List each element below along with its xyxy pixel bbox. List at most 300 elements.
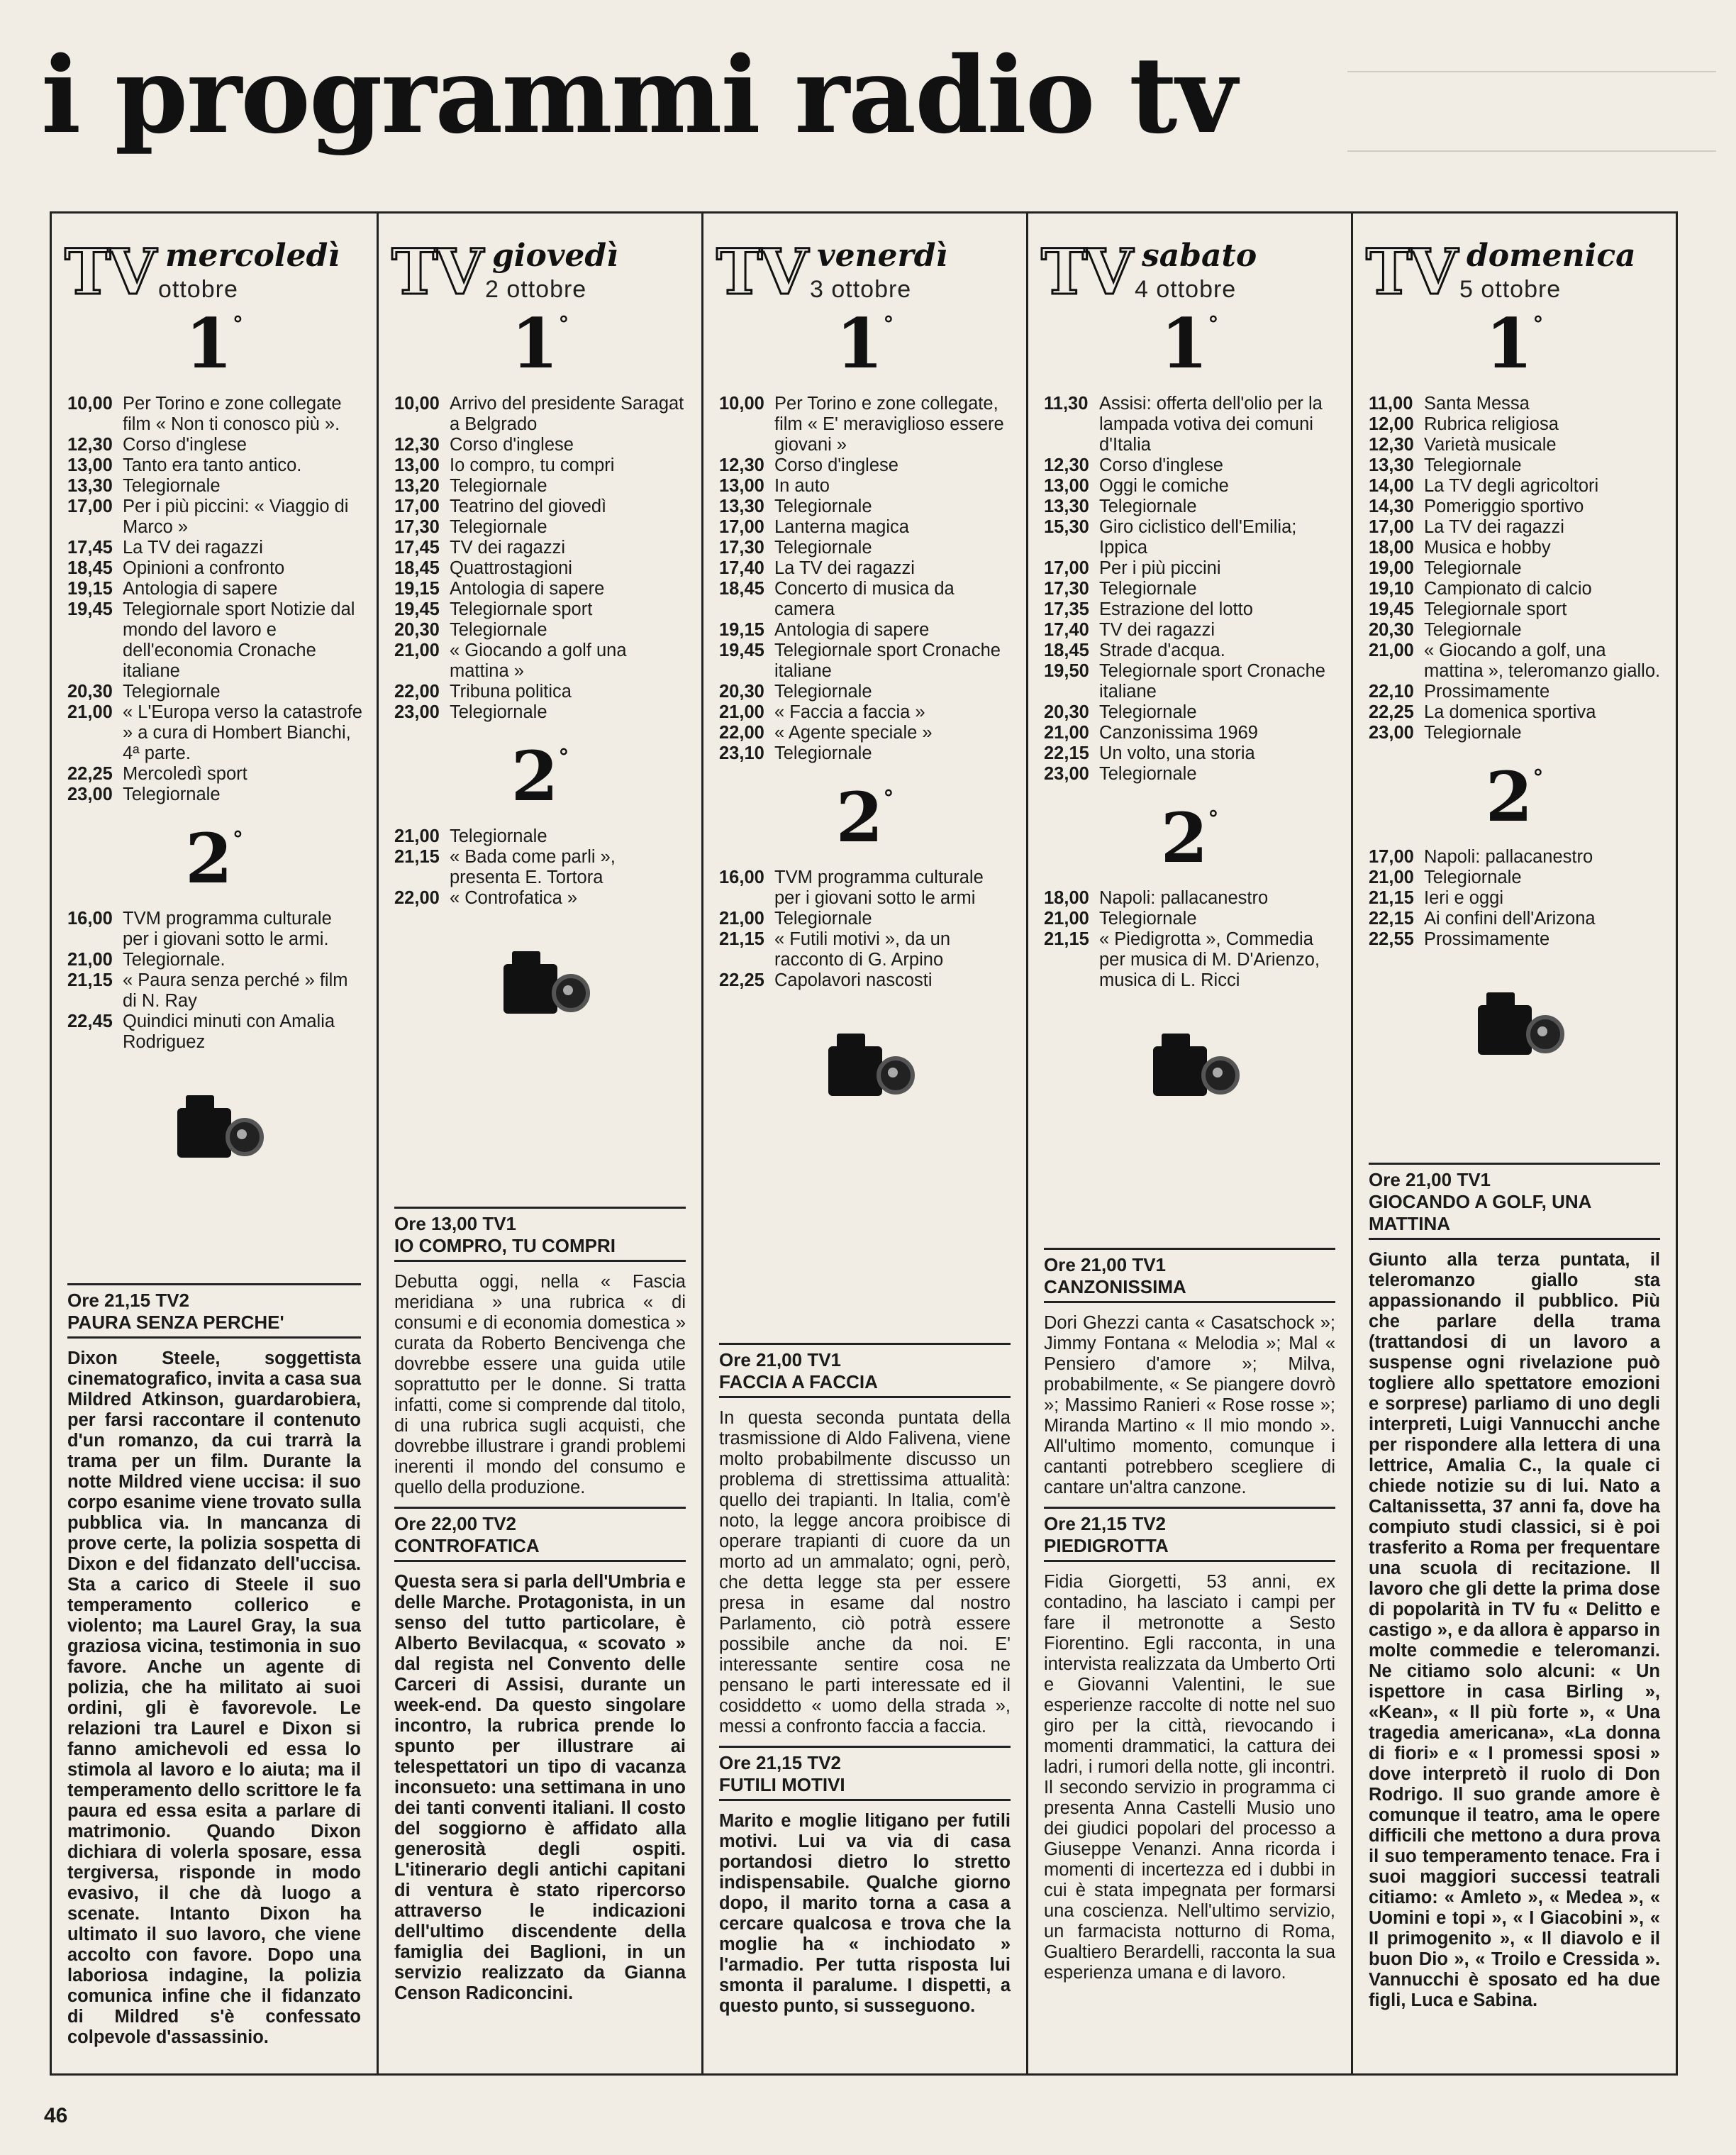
program-title: « L'Europa verso la catastrofe » a cura di Hombert Bianchi, 4ª parte. <box>123 702 362 763</box>
program-row <box>719 476 1012 497</box>
program-title: Napoli: pallacanestro <box>1099 888 1269 908</box>
program-time: 23,00 <box>1044 764 1089 784</box>
program-row <box>1369 847 1662 868</box>
article-time: Ore 21,00 TV1 <box>1044 1254 1166 1275</box>
program-title: Telegiornale sport <box>1424 599 1567 619</box>
program-title: Per i più piccini: « Viaggio di Marco » <box>123 497 349 537</box>
program-row <box>394 558 687 579</box>
program-time: 22,00 <box>719 723 764 743</box>
program-time: 21,00 <box>719 909 764 929</box>
program-title: Telegiornale <box>450 476 547 496</box>
program-title: Rubrica religiosa <box>1424 414 1559 434</box>
program-row <box>394 682 687 702</box>
program-time: 21,00 <box>67 702 113 722</box>
program-time: 19,45 <box>1369 599 1414 619</box>
program-row <box>67 394 362 435</box>
program-row <box>67 970 362 1012</box>
program-title: Ai confini dell'Arizona <box>1424 909 1596 929</box>
program-time: 19,45 <box>719 641 764 660</box>
program-title: Assisi: offerta dell'olio per la lampada votiva dei comuni d'Italia <box>1099 394 1323 455</box>
program-time: 22,25 <box>1369 702 1414 722</box>
program-row <box>394 538 687 558</box>
program-title: Telegiornale <box>1099 702 1197 722</box>
program-time: 13,30 <box>1044 497 1089 516</box>
program-time: 12,30 <box>394 435 440 455</box>
program-row <box>1369 702 1662 723</box>
program-title: Oggi le comiche <box>1099 476 1229 496</box>
program-row <box>1044 723 1337 743</box>
program-row <box>719 538 1012 558</box>
day-date: 3 ottobre <box>810 276 912 303</box>
article-body: Marito e moglie litigano per futili motivi. Lui va via di casa portandosi dietro lo stretto indispensabile. Qualche giorno dopo, il marito torna a casa a cercare qualcosa e trova che la moglie ha « inchiodato » l'armadio. Per tutta risposta lui smonta il paralume. I dispetti, a questo punto, si susseguono. <box>719 1811 1011 2016</box>
program-row <box>67 682 362 702</box>
channel-1-programs <box>52 394 377 805</box>
program-title: Arrivo del presidente Saragat a Belgrado <box>450 394 684 434</box>
program-time: 14,00 <box>1369 476 1414 496</box>
program-time: 11,30 <box>1044 394 1089 414</box>
program-title: « Faccia a faccia » <box>774 702 925 722</box>
program-time: 18,45 <box>1044 641 1089 660</box>
program-title: Telegiornale <box>123 682 221 702</box>
program-title: Telegiornale sport Cronache italiane <box>1099 661 1325 702</box>
program-title: « Controfatica » <box>450 888 578 908</box>
program-row <box>394 394 687 435</box>
program-row <box>1369 476 1662 497</box>
program-title: « Bada come parli », presenta E. Tortora <box>450 847 616 887</box>
bleed-through-shadow <box>1347 71 1716 152</box>
program-time: 17,00 <box>394 497 440 516</box>
tv-logo: TV <box>1041 235 1130 309</box>
program-time: 17,40 <box>1044 620 1089 640</box>
program-row <box>1369 929 1662 950</box>
program-time: 17,35 <box>1044 599 1089 619</box>
tv-logo: TV <box>1366 235 1455 309</box>
program-row <box>67 909 362 950</box>
program-title: Per Torino e zone collegate, film « E' meraviglioso essere giovani » <box>774 394 1004 455</box>
program-time: 12,30 <box>719 455 764 475</box>
program-time: 12,30 <box>1369 435 1414 455</box>
program-time: 21,15 <box>719 929 764 949</box>
program-row <box>1369 435 1662 455</box>
channel-2-programs <box>379 826 701 909</box>
article-io-compro-tu-compri <box>394 1207 686 2004</box>
program-time: 10,00 <box>67 394 113 414</box>
program-title: Telegiornale <box>1424 558 1522 578</box>
program-title: Musica e hobby <box>1424 538 1551 558</box>
program-row <box>1044 497 1337 517</box>
program-title: Un volto, una storia <box>1099 743 1255 763</box>
article-body: Giunto alla terza puntata, il teleromanzo giallo sta appassionando il pubblico. Più che parlare della trama (trattandosi di un lavoro a suspense ogni rivelazione può togliere allo spettatore emozioni e sorprese) parliamo di uno degli interpreti, Luigi Vannucchi anche per rispondere alla lettera di una lettrice, Amalia C., la quale ci chiede notizie su di lui. Nato a Caltanissetta, 37 anni fa, dove ha compiuto studi classici, si è poi trasferito a Roma per frequentare una scuola di recitazione. Il lavoro che gli dette la prima dose di popolarità in TV fu « Delitto e castigo », e da allora è apparso in molte commedie e teleromanzi. Ne citiamo solo alcuni: « Un ispettore in casa Birling », «Kean», « Il più forte », « Una tragedia americana», «La donna di fiori» e « I promessi sposi » dove interpretò il ruolo di Don Rodrigo. Il suo grande amore è comunque il teatro, ama le opere difficili che mettono a dura prova il suo temperamento tenace. Fra i suoi maggiori successi teatrali citiamo: « Amleto », « Medea », « Uomini e topi », « I Giacobini », « Il primogenito », « Il diavolo e il buon Dio », « Troilo e Cressida ». Vannucchi è sposato ed ha due figli, Luca e Sabina. <box>1369 1250 1660 2010</box>
article-body: Debutta oggi, nella « Fascia meridiana » una rubrica « di consumi e di economia domestica » curata da Roberto Bencivenga che dovrebbe essere una guida utile soprattutto per le donne. Si tratta infatti, come si comprende dal titolo, di una rubrica sugli acquisti, che dovrebbe illustrare i grandi problemi inerenti il mondo del consumo e quello della produzione. <box>394 1272 686 1497</box>
program-title: Giro ciclistico dell'Emilia; Ippica <box>1099 517 1297 558</box>
program-time: 17,30 <box>1044 579 1089 599</box>
program-title: Tribuna politica <box>450 682 572 702</box>
day-date: 2 ottobre <box>485 276 587 303</box>
program-title: Prossimamente <box>1424 682 1550 702</box>
channel-1-programs <box>1028 394 1351 785</box>
channel-2-programs <box>52 909 377 1053</box>
program-row <box>67 785 362 805</box>
program-title: Telegiornale <box>1099 579 1197 599</box>
program-title: Telegiornale <box>123 785 221 804</box>
program-title: Telegiornale. <box>123 950 226 970</box>
program-time: 21,00 <box>719 702 764 722</box>
program-time: 17,45 <box>394 538 440 558</box>
program-row <box>1044 476 1337 497</box>
tv-logo: TV <box>65 235 154 309</box>
program-row <box>67 702 362 764</box>
program-row <box>719 558 1012 579</box>
program-title: Tanto era tanto antico. <box>123 455 302 475</box>
program-title: Telegiornale <box>774 682 872 702</box>
program-row <box>1044 702 1337 723</box>
day-name: sabato <box>1142 238 1257 274</box>
program-time: 19,50 <box>1044 661 1089 681</box>
article-time: Ore 21,15 TV2 <box>1044 1513 1166 1534</box>
program-row <box>394 599 687 620</box>
program-row <box>1369 517 1662 538</box>
program-title: Napoli: pallacanestro <box>1424 847 1593 867</box>
program-time: 23,00 <box>1369 723 1414 743</box>
program-title: Corso d'inglese <box>774 455 898 475</box>
program-title: Telegiornale <box>1099 909 1197 929</box>
program-time: 12,30 <box>1044 455 1089 475</box>
channel-1-heading: 1° <box>185 304 243 384</box>
program-row <box>1044 929 1337 991</box>
program-row <box>719 868 1012 909</box>
program-row <box>394 517 687 538</box>
program-title: Teatrino del giovedì <box>450 497 607 516</box>
program-title: Capolavori nascosti <box>774 970 933 990</box>
article-title: PAURA SENZA PERCHE' <box>67 1312 361 1339</box>
channel-2-heading: 2° <box>1160 798 1219 878</box>
program-row <box>719 743 1012 764</box>
program-title: Telegiornale <box>450 517 547 537</box>
program-time: 19,45 <box>67 599 113 619</box>
program-row <box>719 970 1012 991</box>
program-title: Per Torino e zone collegate film « Non ti conosco più ». <box>123 394 342 434</box>
article-faccia-a-faccia <box>719 1343 1011 2017</box>
program-row <box>67 538 362 558</box>
program-time: 12,30 <box>67 435 113 455</box>
program-title: Opinioni a confronto <box>123 558 285 578</box>
program-title: Telegiornale <box>123 476 221 496</box>
program-time: 13,00 <box>394 455 440 475</box>
program-title: Telegiornale <box>450 620 547 640</box>
program-time: 16,00 <box>719 868 764 887</box>
program-time: 17,00 <box>1369 847 1414 867</box>
program-title: La domenica sportiva <box>1424 702 1596 722</box>
channel-2-programs <box>1353 847 1676 950</box>
article-title: IO COMPRO, TU COMPRI <box>394 1235 686 1262</box>
program-row <box>67 1012 362 1053</box>
program-row <box>719 909 1012 929</box>
day-column-sabato <box>1026 214 1351 2073</box>
program-time: 20,30 <box>1044 702 1089 722</box>
program-time: 21,00 <box>394 641 440 660</box>
program-time: 15,30 <box>1044 517 1089 537</box>
program-title: « Paura senza perché » film di N. Ray <box>123 970 348 1011</box>
program-row <box>1044 764 1337 785</box>
program-row <box>719 929 1012 970</box>
schedule-grid <box>50 211 1678 2076</box>
program-time: 10,00 <box>394 394 440 414</box>
program-time: 16,00 <box>67 909 113 929</box>
program-time: 19,10 <box>1369 579 1414 599</box>
program-title: « Giocando a golf una mattina » <box>450 641 627 681</box>
program-title: Io compro, tu compri <box>450 455 615 475</box>
page-title: i programmi radio tv <box>41 33 1236 157</box>
article-time: Ore 21,15 TV2 <box>719 1752 841 1773</box>
program-time: 19,15 <box>67 579 113 599</box>
program-row <box>719 723 1012 743</box>
program-title: Telegiornale <box>774 909 872 929</box>
program-title: In auto <box>774 476 830 496</box>
program-time: 21,00 <box>1369 868 1414 887</box>
program-row <box>394 455 687 476</box>
program-time: 22,25 <box>719 970 764 990</box>
program-row <box>719 620 1012 641</box>
program-row <box>67 558 362 579</box>
program-time: 20,30 <box>1369 620 1414 640</box>
article-time: Ore 21,00 TV1 <box>1369 1169 1491 1190</box>
article-giocando-a-golf <box>1369 1163 1660 2011</box>
program-row <box>394 888 687 909</box>
program-row <box>1369 497 1662 517</box>
program-time: 22,55 <box>1369 929 1414 949</box>
page-number: 46 <box>44 2104 68 2127</box>
program-row <box>1044 909 1337 929</box>
program-row <box>719 702 1012 723</box>
program-title: Antologia di sapere <box>123 579 278 599</box>
program-row <box>1369 641 1662 682</box>
program-row <box>1044 661 1337 702</box>
article-time: Ore 13,00 TV1 <box>394 1213 516 1234</box>
program-title: Concerto di musica da camera <box>774 579 955 619</box>
program-time: 11,00 <box>1369 394 1413 414</box>
program-title: Mercoledì sport <box>123 764 247 784</box>
program-row <box>1044 641 1337 661</box>
program-title: Estrazione del lotto <box>1099 599 1253 619</box>
program-row <box>719 579 1012 620</box>
channel-1-heading: 1° <box>1485 304 1544 384</box>
program-time: 22,15 <box>1044 743 1089 763</box>
article-body: In questa seconda puntata della trasmissione di Aldo Falivena, viene molto probabilmente discusso un problema di strettissima attualità: quello dei trapianti. In Italia, com'è noto, la legge ancora proibisce di operare trapianti di cuore da un morto ad un ammalato; ogni, però, che detta legge sta per essere presa in esame dal nostro Parlamento, ciò potrà essere possibile anche da noi. E' interessante sentire cosa ne pensano le parti interessate ed il cosiddetto « uomo della strada », messi a confronto faccia a faccia. <box>719 1408 1011 1736</box>
program-time: 21,15 <box>1044 929 1089 949</box>
tv-camera-icon <box>165 1091 264 1169</box>
day-column-mercoledi <box>52 214 377 2073</box>
article-paura-senza-perche <box>67 1283 361 2048</box>
program-title: Telegiornale sport <box>450 599 593 619</box>
program-row <box>719 497 1012 517</box>
program-title: Varietà musicale <box>1424 435 1557 455</box>
channel-1-heading: 1° <box>835 304 894 384</box>
program-time: 21,00 <box>394 826 440 846</box>
program-time: 17,00 <box>67 497 113 516</box>
program-time: 18,45 <box>719 579 764 599</box>
program-title: La TV dei ragazzi <box>774 558 915 578</box>
program-title: Telegiornale sport Notizie dal mondo del lavoro e dell'economia Cronache italiane <box>123 599 355 681</box>
tv-camera-icon <box>1465 988 1564 1066</box>
program-row <box>1369 620 1662 641</box>
program-row <box>67 476 362 497</box>
program-time: 23,10 <box>719 743 764 763</box>
program-time: 12,00 <box>1369 414 1414 434</box>
program-time: 21,00 <box>1044 723 1089 743</box>
program-title: Quindici minuti con Amalia Rodriguez <box>123 1012 335 1052</box>
program-row <box>1369 394 1662 414</box>
program-time: 20,30 <box>719 682 764 702</box>
program-time: 22,10 <box>1369 682 1414 702</box>
program-row <box>1369 723 1662 743</box>
program-row <box>1044 743 1337 764</box>
program-time: 19,15 <box>394 579 440 599</box>
channel-1-programs <box>703 394 1026 764</box>
article-title: CANZONISSIMA <box>1044 1276 1335 1303</box>
channel-1-programs <box>379 394 701 723</box>
article-title: PIEDIGROTTA <box>1044 1535 1335 1562</box>
program-row <box>719 455 1012 476</box>
program-row <box>394 702 687 723</box>
channel-2-heading: 2° <box>511 736 569 816</box>
article-canzonissima <box>1044 1248 1335 1983</box>
program-row <box>394 476 687 497</box>
program-time: 23,00 <box>67 785 113 804</box>
day-column-giovedi <box>377 214 701 2073</box>
program-row <box>67 455 362 476</box>
program-time: 13,30 <box>67 476 113 496</box>
program-row <box>67 497 362 538</box>
program-time: 13,30 <box>1369 455 1414 475</box>
program-row <box>719 394 1012 455</box>
tv-camera-icon <box>816 1029 915 1107</box>
channel-1-heading: 1° <box>1160 304 1219 384</box>
program-time: 21,15 <box>1369 888 1414 908</box>
program-title: Canzonissima 1969 <box>1099 723 1258 743</box>
channel-2-programs <box>1028 888 1351 991</box>
program-title: Antologia di sapere <box>774 620 930 640</box>
program-row <box>67 435 362 455</box>
program-title: La TV dei ragazzi <box>1424 517 1564 537</box>
channel-2-programs <box>703 868 1026 991</box>
program-time: 17,45 <box>67 538 113 558</box>
program-title: TVM programma culturale per i giovani sotto le armi. <box>123 909 332 949</box>
program-row <box>67 599 362 682</box>
day-column-venerdi <box>701 214 1026 2073</box>
program-title: Telegiornale <box>1099 764 1197 784</box>
program-row <box>394 579 687 599</box>
program-row <box>719 641 1012 682</box>
program-title: Telegiornale <box>774 538 872 558</box>
program-title: Telegiornale <box>450 702 547 722</box>
program-time: 20,30 <box>394 620 440 640</box>
program-time: 21,00 <box>1369 641 1414 660</box>
program-title: La TV dei ragazzi <box>123 538 263 558</box>
program-title: « Piedigrotta », Commedia per musica di M. D'Arienzo, musica di L. Ricci <box>1099 929 1320 990</box>
article-time: Ore 21,00 TV1 <box>719 1349 841 1370</box>
program-row <box>1369 455 1662 476</box>
article-body: Dixon Steele, soggettista cinematografico, invita a casa sua Mildred Atkinson, guardarobiera, per farsi raccontare il contenuto d'un romanzo, da cui trarrà la trama per un film. Durante la notte Mildred viene uccisa: il suo corpo esanime viene trovato sulla pubblica via. In mancanza di prove certe, la polizia sospetta di Dixon e del fidanzato dell'uccisa. Sta a carico di Steele il suo temperamento collerico e violento; ma Laurel Gray, la sua graziosa vicina, testimonia in suo favore. Anche un agente di polizia, che ha militato ai suoi ordini, gli è favorevole. Le relazioni tra Laurel e Dixon si fanno amichevoli ed essa lo stimola al lavoro e lo aiuta; ma il temperamento dello scrittore le fa paura ed essa esita a parlare di matrimonio. Quando Dixon dichiara di volerla sposare, essa tergiversa, risponde in modo evasivo, il che dà luogo a scenate. Intanto Dixon ha ultimato il suo lavoro, che viene accolto con favore. Dopo una laboriosa indagine, la polizia comunica infine che il fidanzato di Mildred s'è confessato colpevole d'assassinio. <box>67 1348 361 2047</box>
program-time: 18,45 <box>67 558 113 578</box>
program-time: 13,00 <box>67 455 113 475</box>
program-time: 20,30 <box>67 682 113 702</box>
program-row <box>1044 394 1337 455</box>
program-time: 21,15 <box>67 970 113 990</box>
program-row <box>1044 455 1337 476</box>
program-row <box>1044 620 1337 641</box>
program-time: 13,30 <box>719 497 764 516</box>
program-title: « Futili motivi », da un racconto di G. Arpino <box>774 929 951 970</box>
program-row <box>1369 682 1662 702</box>
program-row <box>67 764 362 785</box>
program-row <box>1369 868 1662 888</box>
channel-1-heading: 1° <box>511 304 569 384</box>
program-row <box>394 641 687 682</box>
program-title: Telegiornale <box>1424 868 1522 887</box>
program-time: 22,45 <box>67 1012 113 1031</box>
tv-camera-icon <box>491 947 590 1025</box>
program-row <box>1044 888 1337 909</box>
article-title: FUTILI MOTIVI <box>719 1774 1011 1801</box>
program-row <box>1369 414 1662 435</box>
program-time: 18,00 <box>1369 538 1414 558</box>
article-body: Fidia Giorgetti, 53 anni, ex contadino, ha lasciato i campi per fare il metronotte a Sesto Fiorentino. Egli racconta, in una intervista realizzata da Umberto Orti e Giovanni Valentini, le sue esperienze raccolte di notte nel suo giro per la città, rievocando i momenti drammatici, la cattura dei ladri, i rumori della notte, gli incontri. Il secondo servizio in programma ci presenta Anna Castelli Musio uno dei giudici popolari del processo a Giuseppe Venanzi. Anna ricorda i momenti di incertezza ed i dubbi in cui è stata impegnata per formarsi una coscienza. Nell'ultimo servizio, un farmacista notturno di Roma, Gualtiero Berardelli, racconta la sua esperienza umana e di lavoro. <box>1044 1572 1335 1983</box>
day-date: 4 ottobre <box>1135 276 1237 303</box>
program-title: Telegiornale <box>1424 455 1522 475</box>
article-title: CONTROFATICA <box>394 1535 686 1562</box>
program-row <box>1369 909 1662 929</box>
program-title: Campionato di calcio <box>1424 579 1592 599</box>
program-time: 17,00 <box>1369 517 1414 537</box>
program-title: Antologia di sapere <box>450 579 605 599</box>
channel-2-heading: 2° <box>1485 757 1544 837</box>
program-title: Telegiornale <box>1099 497 1197 516</box>
program-time: 17,30 <box>394 517 440 537</box>
program-title: Santa Messa <box>1424 394 1530 414</box>
program-title: Lanterna magica <box>774 517 909 537</box>
channel-2-heading: 2° <box>185 819 243 899</box>
program-time: 18,45 <box>394 558 440 578</box>
program-time: 10,00 <box>719 394 764 414</box>
program-row <box>1369 599 1662 620</box>
article-title: FACCIA A FACCIA <box>719 1371 1011 1398</box>
program-title: Telegiornale <box>1424 620 1522 640</box>
program-row <box>1369 558 1662 579</box>
program-row <box>1369 538 1662 558</box>
day-date: ottobre <box>158 276 238 303</box>
program-time: 13,00 <box>719 476 764 496</box>
article-body: Questa sera si parla dell'Umbria e delle Marche. Protagonista, in un senso del tutto particolare, è Alberto Bevilacqua, « scovato » dal regista nel Convento delle Carceri di Assisi, durante un week-end. Da questo singolare incontro, la rubrica prende lo spunto per illustrare ai telespettatori un tipo di vacanza inconsueto: una settimana in uno dei tanti conventi italiani. Il costo del soggiorno è affidato alla generosità degli ospiti. L'itinerario degli antichi capitani di ventura è stato ripercorso attraverso le indicazioni dell'ultimo discendente della famiglia dei Baglioni, in un servizio realizzato da Gianna Censon Radiconcini. <box>394 1572 686 2003</box>
program-time: 21,00 <box>67 950 113 970</box>
program-time: 23,00 <box>394 702 440 722</box>
program-title: Telegiornale <box>774 743 872 763</box>
program-row <box>1044 558 1337 579</box>
program-time: 13,00 <box>1044 476 1089 496</box>
article-time: Ore 21,15 TV2 <box>67 1290 189 1311</box>
program-time: 22,00 <box>394 888 440 908</box>
program-row <box>1369 579 1662 599</box>
program-time: 21,15 <box>394 847 440 867</box>
day-date: 5 ottobre <box>1459 276 1562 303</box>
program-time: 21,00 <box>1044 909 1089 929</box>
program-time: 17,30 <box>719 538 764 558</box>
program-title: « Giocando a golf, una mattina », teleromanzo giallo. <box>1424 641 1661 681</box>
program-title: Ieri e oggi <box>1424 888 1503 908</box>
program-title: TV dei ragazzi <box>450 538 565 558</box>
program-time: 18,00 <box>1044 888 1089 908</box>
program-row <box>394 497 687 517</box>
program-row <box>394 847 687 888</box>
